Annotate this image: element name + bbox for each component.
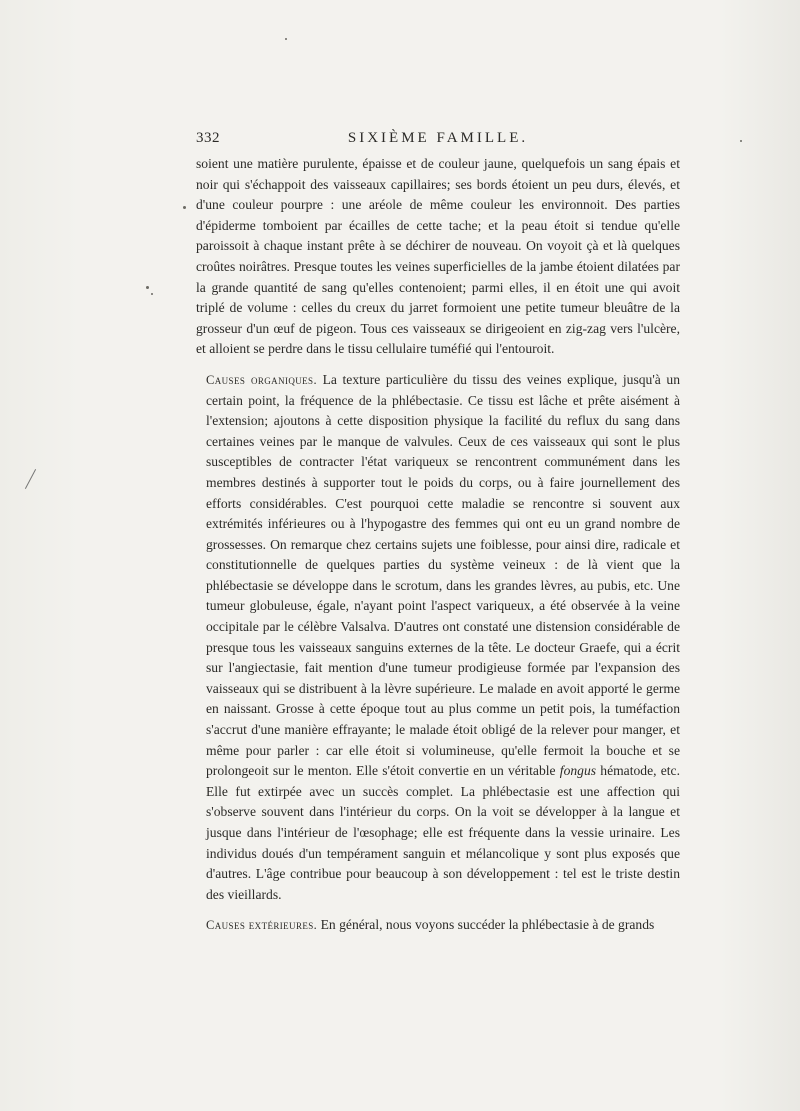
page-number: 332	[196, 130, 220, 146]
paper-speck	[146, 286, 149, 289]
running-title: SIXIÈME FAMILLE.	[347, 130, 529, 146]
paragraph-gap	[196, 905, 680, 915]
paragraph-text: La texture particulière du tissu des veines explique, jusqu'à un certain point, la fréquence de la phlébectasie. Ce tissu est lâche et prête aisément à l'extension; ajoutons à cette disposition physique la facilité du reflux du sang dans certaines veines par le manque de valvules. Ceux de ces vaisseaux qui sont le plus susceptibles de contracter l'état variqueux se rencontrent communément dans les membres destinés à supporter tout le poids du corps, ou à faire journellement des efforts considérables. C'est pourquoi cette maladie se rencontre si souvent aux extrémités inférieures ou à l'hypogastre des femmes qui ont eu un grand nombre de grossesses. On remarque chez certains sujets une foiblesse, pour ainsi dire, radicale et constitutionnelle de quelques parties du système veineux : de là vient que la phlébectasie se développe dans le scrotum, dans les grandes lèvres, au pubis, etc. Une tumeur globuleuse, égale, n'ayant point l'aspect variqueux, a été observée à la veine occipitale par le célèbre Valsalva. D'autres ont constaté une distension considérable de presque tous les vaisseaux sanguins externes de la tête. Le docteur Graefe, qui a écrit sur l'angiectasie, fait mention d'une tumeur prodigieuse formée par l'expansion des vaisseaux qui se distribuent à la lèvre supérieure. Le malade en avoit apporté le germe en naissant. Grosse à cette époque tout au plus comme un petit pois, la tuméfaction s'accrut d'une manière effrayante; le malade étoit obligé de la relever pour manger, et même pour parler : car elle étoit si volumineuse, qu'elle fermoit la bouche et se prolongeoit sur le menton. Elle s'étoit convertie en un véritable	[206, 371, 680, 779]
paragraph-text: soient une matière purulente, épaisse et de couleur jaune, quelquefois un sang épais et noir qui s'échappoit des vaisseaux capillaires; ses bords étoient un peu durs, élevés, et d'une couleur pourpre : une aréole de même couleur les environnoit. Des parties d'épiderme tomboient par écailles de cette tache; et la peau étoit si tendue qu'elle paroissoit à chaque instant prête à se déchirer de nouveau. On voyoit çà et là quelques croûtes noirâtres. Presque toutes les veines superficielles de la jambe étoient dilatées par la grande quantité de sang qu'elles contenoient; parmi elles, il en étoit une qui avoit triplé de volume : celles du creux du jarret formoient une petite tumeur bleuâtre de la grosseur d'un œuf de pigeon. Tous ces vaisseaux se dirigeoient en zig-zag vers l'ulcère, et alloient se perdre dans le tissu cellulaire tuméfié qui l'entouroit.	[196, 156, 680, 357]
paragraph-continuation	[196, 154, 680, 360]
italic-term: fongus	[559, 763, 597, 779]
paragraph-text: En général, nous voyons succéder la phlébectasie à de grands	[320, 917, 655, 933]
paragraph-causes-organiques	[196, 370, 680, 905]
section-heading: Causes extérieures.	[206, 918, 318, 933]
page-header	[196, 128, 680, 150]
body-text	[196, 154, 680, 936]
paragraph-text-continued: hématode, etc. Elle fut extirpée avec un succès complet. La phlébectasie est une affection qui s'observe souvent dans l'intérieur du corps. On la voit se développer à la langue et jusque dans l'intérieur de l'œsophage; elle est fréquente dans la vessie urinaire. Les individus doués d'un tempérament sanguin et mélancolique y sont plus exposés que d'autres. L'âge contribue pour beaucoup à son développement : tel est le triste destin des vieillards.	[206, 763, 680, 902]
paper-speck	[285, 38, 287, 40]
paper-speck	[740, 140, 742, 142]
paper-speck	[183, 206, 186, 209]
section-heading: Causes organiques.	[206, 372, 317, 387]
margin-pencil-mark	[25, 469, 36, 489]
paragraph-gap	[196, 360, 680, 370]
paragraph-causes-exterieures	[196, 915, 680, 936]
paper-speck	[151, 293, 153, 295]
